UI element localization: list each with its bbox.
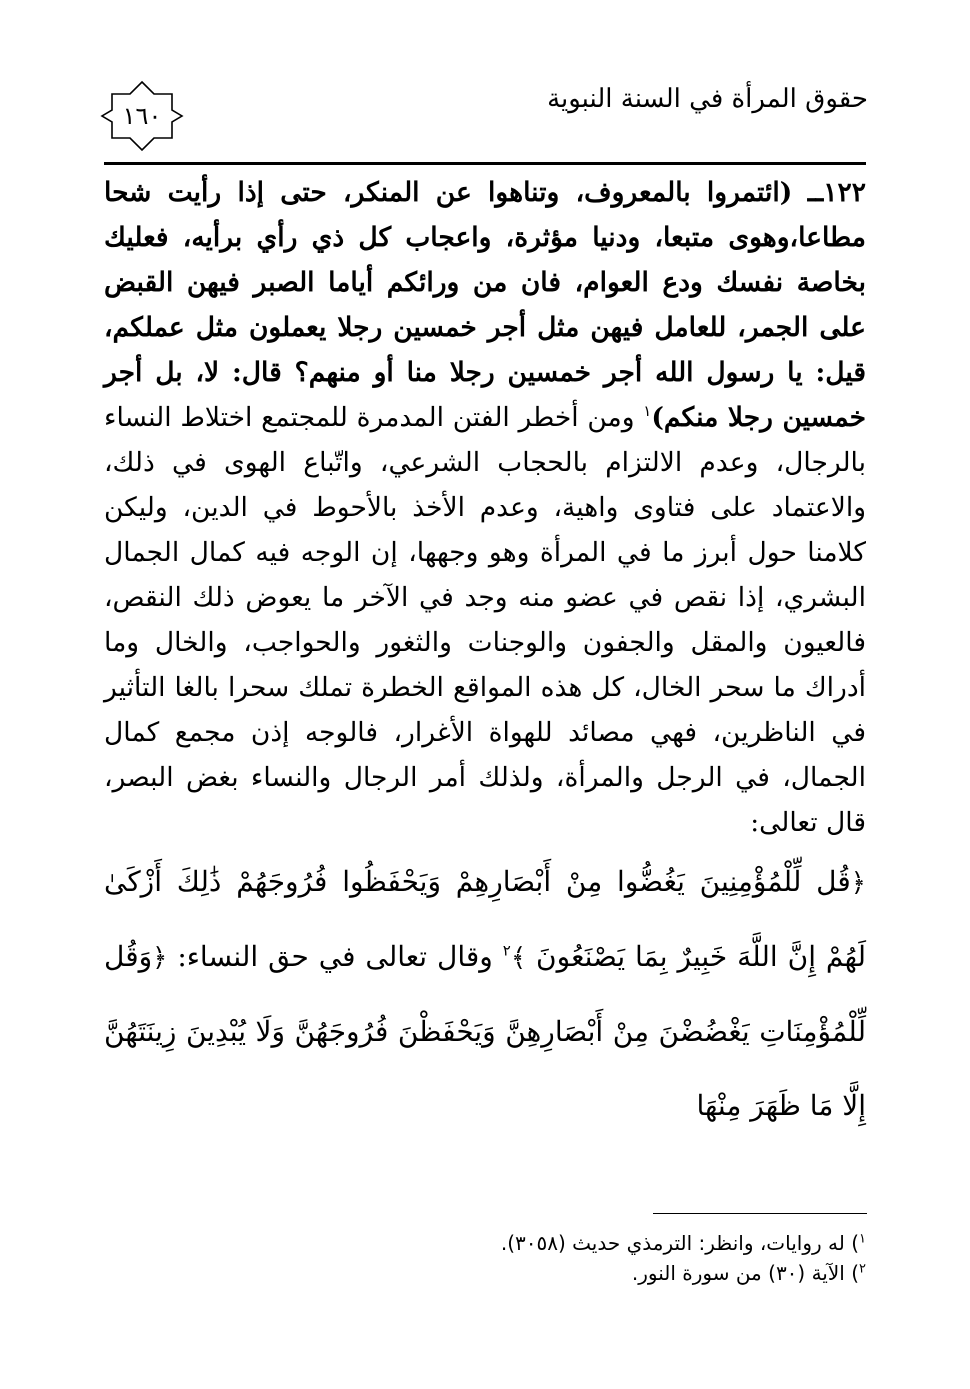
- quran-verse-1: قُل لِّلْمُؤْمِنِينَ يَغُضُّوا مِنْ أَبْصَارِهِمْ وَيَحْفَظُوا فُرُوجَهُمْ ذَٰلِكَ أَزْكَىٰ لَهُمْ إِنَّ اللَّهَ خَبِيرٌ بِمَا يَصْنَعُونَ: [104, 865, 867, 973]
- footnote-text-2: الآية (٣٠) من سورة النور.: [631, 1261, 845, 1285]
- verse-open-bracket: ﴿: [850, 868, 866, 898]
- footnote-mark-2: ٢: [859, 1261, 866, 1277]
- footnote-1: $^١$) له روايات، وانظر: الترمذي حديث (٣٠٥٨).: [500, 1231, 866, 1255]
- footnote-2: $^٢$) الآية (٣٠) من سورة النور.: [631, 1261, 866, 1285]
- verse-block: [104, 845, 866, 1143]
- footnote-rule: [653, 1213, 867, 1214]
- paragraph-text: ومن أخطر الفتن المدمرة للمجتمع اختلاط النساء بالرجال، وعدم الالتزام بالحجاب الشرعي، واتّباع الهوى في ذلك، والاعتماد على فتاوى واهية، وعدم الأخذ بالأحوط في الدين، وليكن كلامنا حول أبرز ما في المرأة وهو وجهها، إن الوجه فيه كمال الجمال البشري، إذا نقص في عضو منه وجد في الآخر ما يعوض ذلك النقص، فالعيون والمقل والجفون والوجنات والثغور والحواجب، والخال وما أدراك ما سحر الخال، كل هذه المواقع الخطرة تملك سحرا بالغا التأثير في الناظرين، فهي مصائد للهواة الأغرار، فالوجه إذن مجمع كمال الجمال، في الرجل والمرأة، ولذلك أمر الرجال والنساء بغض البصر، قال تعالى:: [104, 402, 867, 838]
- quran-verse-2: وَقُل لِّلْمُؤْمِنَاتِ يَغْضُضْنَ مِنْ أَبْصَارِهِنَّ وَيَحْفَظْنَ فُرُوجَهُنَّ وَلَا يُبْدِينَ زِينَتَهُنَّ إِلَّا مَا ظَهَرَ مِنْهَا: [104, 940, 866, 1122]
- page-number: ١٦٠: [122, 102, 162, 130]
- header-rule: [104, 162, 866, 165]
- footnote-text-1: له روايات، وانظر: الترمذي حديث (٣٠٥٨).: [500, 1231, 845, 1255]
- hadith-text: (ائتمروا بالمعروف، وتناهوا عن المنكر، حتى إذا رأيت شحا مطاعا،وهوى متبعا، ودنيا مؤثرة، واعجاب كل ذي رأي برأيه، فعليك بخاصة نفسك ودع العوام، فان من ورائكم أياما الصبر فيهن القبض على الجمر، للعامل فيهن مثل أجر خمسين رجلا يعملون مثل عملكم، قيل: يا رسول الله أجر خمسين رجلا منا أو منهم؟ قال: لا، بل أجر خمسين رجلا منكم): [104, 177, 866, 433]
- main-paragraph: [104, 170, 866, 845]
- running-title: حقوق المرأة في السنة النبوية: [547, 84, 868, 114]
- footnote-mark-1: ١: [859, 1231, 866, 1247]
- page-number-badge: [100, 80, 184, 152]
- verse-close-bracket: ﴾: [510, 943, 527, 973]
- footnotes: [366, 1228, 866, 1288]
- footnote-ref-1: ١: [643, 402, 652, 421]
- main-text: [104, 170, 866, 1143]
- connector-text: وقال تعالى في حق النساء:: [177, 940, 493, 973]
- hadith-number: ١٢٢ــ: [807, 177, 866, 208]
- verse-open-bracket-2: ﴿: [152, 943, 168, 973]
- footnote-ref-2: ٢: [502, 941, 511, 960]
